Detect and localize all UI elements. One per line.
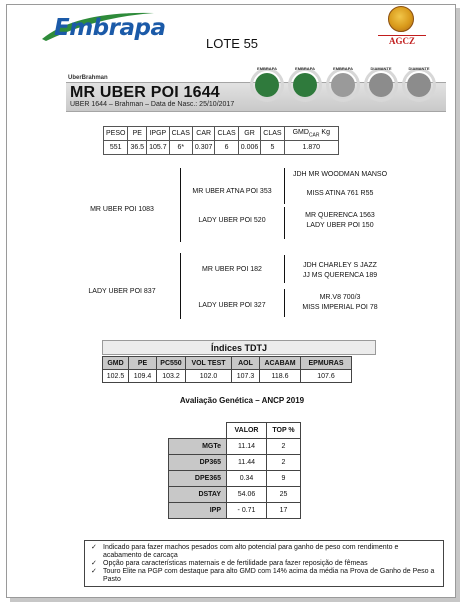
indices-table: [102, 356, 352, 383]
ancp-row-valor: 0.34: [227, 471, 267, 487]
pedigree-dsd: JJ MS QUERENCA 189: [302, 272, 378, 279]
badge-ring: [250, 68, 284, 102]
badge-ring: [364, 68, 398, 102]
pedigree-sds: MR QUERENCA 1563: [305, 212, 375, 219]
pedigree-dam-dam: LADY UBER POI 327: [198, 302, 266, 309]
pedigree-sire: MR UBER POI 1083: [90, 206, 154, 213]
diamond-seal-icon: [402, 68, 436, 102]
ancp-row: [169, 471, 301, 487]
indices-value-row: [103, 370, 352, 383]
indices-value: 107.3: [232, 370, 260, 383]
agcz-logo: [376, 4, 428, 48]
pedigree-dds: MR.V8 700/3: [319, 294, 361, 301]
note-text: Touro Elite na PGP com destaque para alto GMD com 14% acima da média na Prova de Ganho de Peso a Pasto: [103, 568, 435, 583]
animal-name: MR UBER POI 1644: [70, 84, 220, 101]
ancp-row-label: DSTAY: [169, 487, 227, 503]
ancp-row-label: DPE365: [169, 471, 227, 487]
indices-value: 102.0: [186, 370, 232, 383]
badge-ring: [326, 68, 360, 102]
value-gr: 0.006: [238, 141, 261, 155]
checkmark-icon: ✓: [91, 560, 97, 567]
ancp-row-top: 25: [267, 487, 301, 503]
header-gr: GR: [238, 127, 261, 141]
indices-value: 102.5: [103, 370, 129, 383]
award-seal-icon: [250, 68, 284, 102]
header-ipgp: IPGP: [147, 127, 170, 141]
note-text: Indicado para fazer machos pesados com alto potencial para ganho de peso com rendimento e acabamento de carcaça: [103, 544, 399, 559]
indices-value: 118.6: [260, 370, 301, 383]
ancp-row-label: MGTe: [169, 439, 227, 455]
ancp-row-valor: 11.14: [227, 439, 267, 455]
pedigree-sss: JDH MR WOODMAN MANSO: [292, 171, 388, 178]
ancp-row-valor: 54.06: [227, 487, 267, 503]
ancp-row-top: 17: [267, 503, 301, 519]
header-gmd-unit: Kg: [321, 128, 330, 136]
pedigree-sire-dam: LADY UBER POI 520: [198, 217, 266, 224]
badge-label: EMBRAPA: [295, 66, 315, 71]
agcz-emblem-icon: [388, 6, 414, 32]
header-gmd-car-kg: [284, 127, 338, 141]
award-badges: [250, 68, 440, 102]
header-gmd: GMD: [292, 128, 309, 136]
badge-label: EMBRAPA: [257, 66, 277, 71]
ancp-row: [169, 503, 301, 519]
badge-ring: [288, 68, 322, 102]
pedigree-bracket-dam: [180, 253, 181, 319]
note-text: Opção para características maternais e de fertilidade para fazer reposição de fêmeas: [103, 560, 368, 567]
indices-header: GMD: [103, 357, 129, 370]
ancp-table: [168, 422, 301, 519]
pedigree-sire-sire: MR UBER ATNA POI 353: [192, 188, 272, 195]
ancp-row-top: 9: [267, 471, 301, 487]
embrapa-logo: [36, 9, 164, 45]
badge-ring: [402, 68, 436, 102]
badge-label: EMBRAPA: [333, 66, 353, 71]
indices-header: ACABAM: [260, 357, 301, 370]
ancp-row: [169, 439, 301, 455]
pedigree-dam: LADY UBER POI 837: [88, 288, 156, 295]
animal-subline: UBER 1644 – Brahman – Data de Nasc.: 25/10/2017: [70, 101, 235, 108]
note-item: [91, 544, 437, 560]
award-seal-icon: [288, 68, 322, 102]
ancp-row-label: IPP: [169, 503, 227, 519]
ancp-header-valor: VALOR: [227, 423, 267, 439]
agcz-logo-text: AGCZ: [378, 35, 426, 47]
ancp-header-row: [169, 423, 301, 439]
ancp-row-top: 2: [267, 455, 301, 471]
diamond-seal-icon: [364, 68, 398, 102]
performance-table: [103, 126, 339, 155]
value-clas: 6: [215, 141, 238, 155]
badge-label: DIAMANTE: [408, 66, 430, 71]
note-item: [91, 568, 437, 584]
value-peso: 551: [104, 141, 128, 155]
pedigree-ssd: MISS ATINA 761 R55: [306, 190, 374, 197]
header-clas: CLAS: [261, 127, 284, 141]
pedigree-bracket-sire: [180, 168, 181, 242]
ancp-header-blank: [169, 423, 227, 439]
value-gmd: 1.870: [284, 141, 338, 155]
embrapa-logo-text: Embrapa: [54, 15, 166, 41]
header-peso: PESO: [104, 127, 128, 141]
header-pe: PE: [128, 127, 147, 141]
indices-header-row: [103, 357, 352, 370]
value-pe: 36.5: [128, 141, 147, 155]
award-seal-icon: [326, 68, 360, 102]
indices-value: 109.4: [129, 370, 157, 383]
indices-value: 107.6: [301, 370, 352, 383]
performance-header-row: [104, 127, 339, 141]
header-clas: CLAS: [169, 127, 192, 141]
indices-header: PC550: [157, 357, 186, 370]
value-ipgp: 105.7: [147, 141, 170, 155]
note-item: [91, 560, 437, 568]
ancp-row-valor: - 0.71: [227, 503, 267, 519]
ancp-row-label: DP365: [169, 455, 227, 471]
header-gmd-car: CAR: [308, 132, 320, 139]
indices-header: PE: [129, 357, 157, 370]
indices-header: VOL TEST: [186, 357, 232, 370]
pedigree-bracket-ss: [284, 168, 285, 204]
indices-header: EPMURAS: [301, 357, 352, 370]
checkmark-icon: ✓: [91, 568, 97, 575]
value-clas: 5: [261, 141, 284, 155]
notes-box: [84, 540, 444, 587]
ancp-title: Avaliação Genética – ANCP 2019: [179, 396, 305, 405]
indices-title: Índices TDTJ: [102, 340, 376, 355]
pedigree-dss: JDH CHARLEY S JAZZ: [303, 262, 377, 269]
pedigree-sdd: LADY UBER POI 150: [306, 222, 374, 229]
value-clas: 6*: [169, 141, 192, 155]
header-car: CAR: [192, 127, 215, 141]
header-clas: CLAS: [215, 127, 238, 141]
ancp-row-top: 2: [267, 439, 301, 455]
ancp-header-top: TOP %: [267, 423, 301, 439]
pedigree-dam-sire: MR UBER POI 182: [202, 266, 262, 273]
badge-label: DIAMANTE: [370, 66, 392, 71]
lote-label: LOTE 55: [206, 36, 259, 51]
performance-value-row: [104, 141, 339, 155]
pedigree-bracket-ds: [284, 255, 285, 283]
pedigree-bracket-dd: [284, 289, 285, 317]
ancp-row: [169, 455, 301, 471]
pedigree-ddd: MISS IMPERIAL POI 78: [302, 304, 378, 311]
indices-value: 103.2: [157, 370, 186, 383]
value-car: 0.307: [192, 141, 215, 155]
checkmark-icon: ✓: [91, 544, 97, 551]
breed-small-label: UberBrahman: [68, 75, 108, 81]
ancp-row: [169, 487, 301, 503]
pedigree-bracket-sd: [284, 207, 285, 239]
indices-header: AOL: [232, 357, 260, 370]
ancp-row-valor: 11.44: [227, 455, 267, 471]
